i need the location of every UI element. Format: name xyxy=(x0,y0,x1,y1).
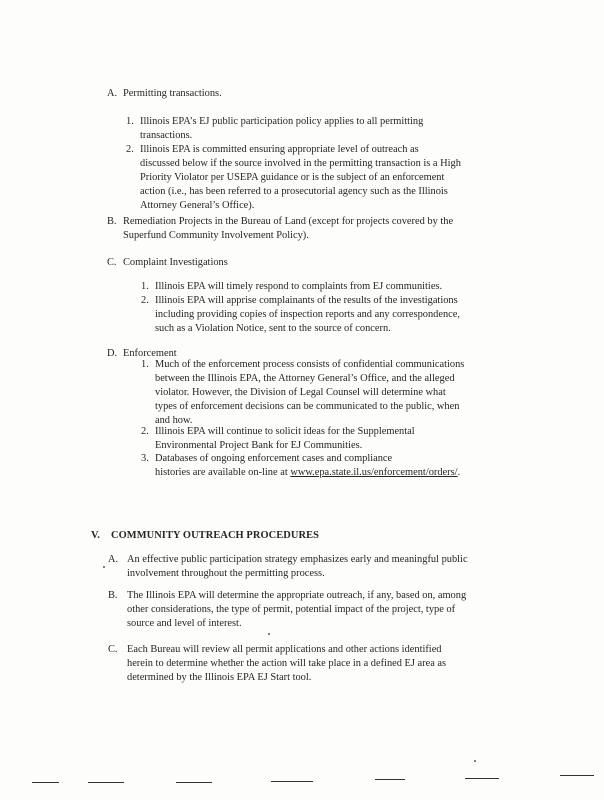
item-line: other considerations, the type of permit, potential impact of the project, type of xyxy=(127,604,456,615)
section-d-heading-text: Enforcement xyxy=(123,348,177,359)
footer-rule xyxy=(88,782,124,783)
section-a-label: A. xyxy=(107,88,118,99)
section-v-item-a xyxy=(108,553,468,581)
item-letter: C. xyxy=(108,644,118,655)
item-line: transactions. xyxy=(140,130,193,141)
section-v-item-c xyxy=(108,643,446,685)
item-line: herein to determine whether the action will take place in a defined EJ area as xyxy=(127,658,447,669)
item-line: Illinois EPA will continue to solicit ideas for the Supplemental xyxy=(155,426,415,437)
section-c-heading xyxy=(107,256,228,270)
section-b-line: Remediation Projects in the Bureau of Land (except for projects covered by the xyxy=(123,216,454,227)
item-line: violator. However, the Division of Legal Counsel will determine what xyxy=(155,387,446,398)
item-line: An effective public participation strategy emphasizes early and meaningful public xyxy=(127,554,468,565)
item-number: 2. xyxy=(141,426,149,437)
item-line: including providing copies of inspection reports and any correspondence, xyxy=(155,309,460,320)
section-c-item-1 xyxy=(141,280,442,294)
item-line: Each Bureau will review all permit applications and other actions identified xyxy=(127,644,442,655)
section-v-title-text: COMMUNITY OUTREACH PROCEDURES xyxy=(111,530,320,541)
item-letter: B. xyxy=(108,590,118,601)
scan-speck xyxy=(474,760,476,762)
item-line: source and level of interest. xyxy=(127,618,242,629)
section-v-label: V. xyxy=(91,530,100,541)
item-line: involvement throughout the permitting process. xyxy=(127,568,325,579)
item-number: 1. xyxy=(126,116,134,127)
section-a-item-1 xyxy=(126,115,423,143)
section-a-item-2 xyxy=(126,143,461,213)
item-line: histories are available on-line at xyxy=(155,467,291,478)
scan-speck xyxy=(268,633,270,635)
item-line: and how. xyxy=(155,415,193,426)
footer-rule xyxy=(271,781,313,782)
item-number: 2. xyxy=(141,295,149,306)
item-line: between the Illinois EPA, the Attorney General’s Office, and the alleged xyxy=(155,373,455,384)
item-line: Illinois EPA will timely respond to complaints from EJ communities. xyxy=(155,281,443,292)
section-d-item-3 xyxy=(141,452,460,480)
section-c-label: C. xyxy=(107,257,117,268)
item-line: determined by the Illinois EPA EJ Start tool. xyxy=(127,672,312,683)
footer-rule xyxy=(176,782,212,783)
section-b-label: B. xyxy=(107,216,117,227)
item-line: Illinois EPA is committed ensuring appropriate level of outreach as xyxy=(140,144,419,155)
item-line: Attorney General’s Office). xyxy=(140,200,255,211)
section-d-item-1 xyxy=(141,358,464,428)
footer-rule xyxy=(375,779,405,780)
item-letter: A. xyxy=(108,554,119,565)
item-line: action (i.e., has been referred to a prosecutorial agency such as the Illinois xyxy=(140,186,448,197)
section-v-item-b xyxy=(108,589,466,631)
section-d-item-2 xyxy=(141,425,415,453)
item-line: discussed below if the source involved in the permitting transaction is a High xyxy=(140,158,461,169)
item-number: 1. xyxy=(141,359,149,370)
section-a-heading-text: Permitting transactions. xyxy=(123,88,222,99)
item-line: Environmental Project Bank for EJ Communities. xyxy=(155,440,363,451)
section-d-label: D. xyxy=(107,348,118,359)
scan-speck xyxy=(103,566,105,568)
item-line: Illinois EPA’s EJ public participation policy applies to all permitting xyxy=(140,116,424,127)
enforcement-orders-link[interactable]: www.epa.state.il.us/enforcement/orders/ xyxy=(290,467,458,478)
section-a-heading xyxy=(107,87,222,101)
footer-rule xyxy=(32,782,59,783)
item-number: 2. xyxy=(126,144,134,155)
section-b-line: Superfund Community Involvement Policy). xyxy=(123,230,309,241)
item-line: types of enforcement decisions can be communicated to the public, when xyxy=(155,401,460,412)
item-line: Illinois EPA will apprise complainants of the results of the investigations xyxy=(155,295,458,306)
item-number: 1. xyxy=(141,281,149,292)
item-line: such as a Violation Notice, sent to the source of concern. xyxy=(155,323,391,334)
item-line: The Illinois EPA will determine the appropriate outreach, if any, based on, among xyxy=(127,590,467,601)
footer-rule xyxy=(560,775,594,776)
section-c-item-2 xyxy=(141,294,460,336)
section-b xyxy=(107,215,453,243)
item-line: Priority Violator per USEPA guidance or is the subject of an enforcement xyxy=(140,172,445,183)
footer-rule xyxy=(465,778,499,779)
section-v-title xyxy=(91,529,319,543)
item-number: 3. xyxy=(141,453,149,464)
item-line: Much of the enforcement process consists of confidential communications xyxy=(155,359,465,370)
section-c-heading-text: Complaint Investigations xyxy=(123,257,228,268)
item-line: Databases of ongoing enforcement cases and compliance xyxy=(155,453,393,464)
item-line-end: . xyxy=(457,467,461,478)
